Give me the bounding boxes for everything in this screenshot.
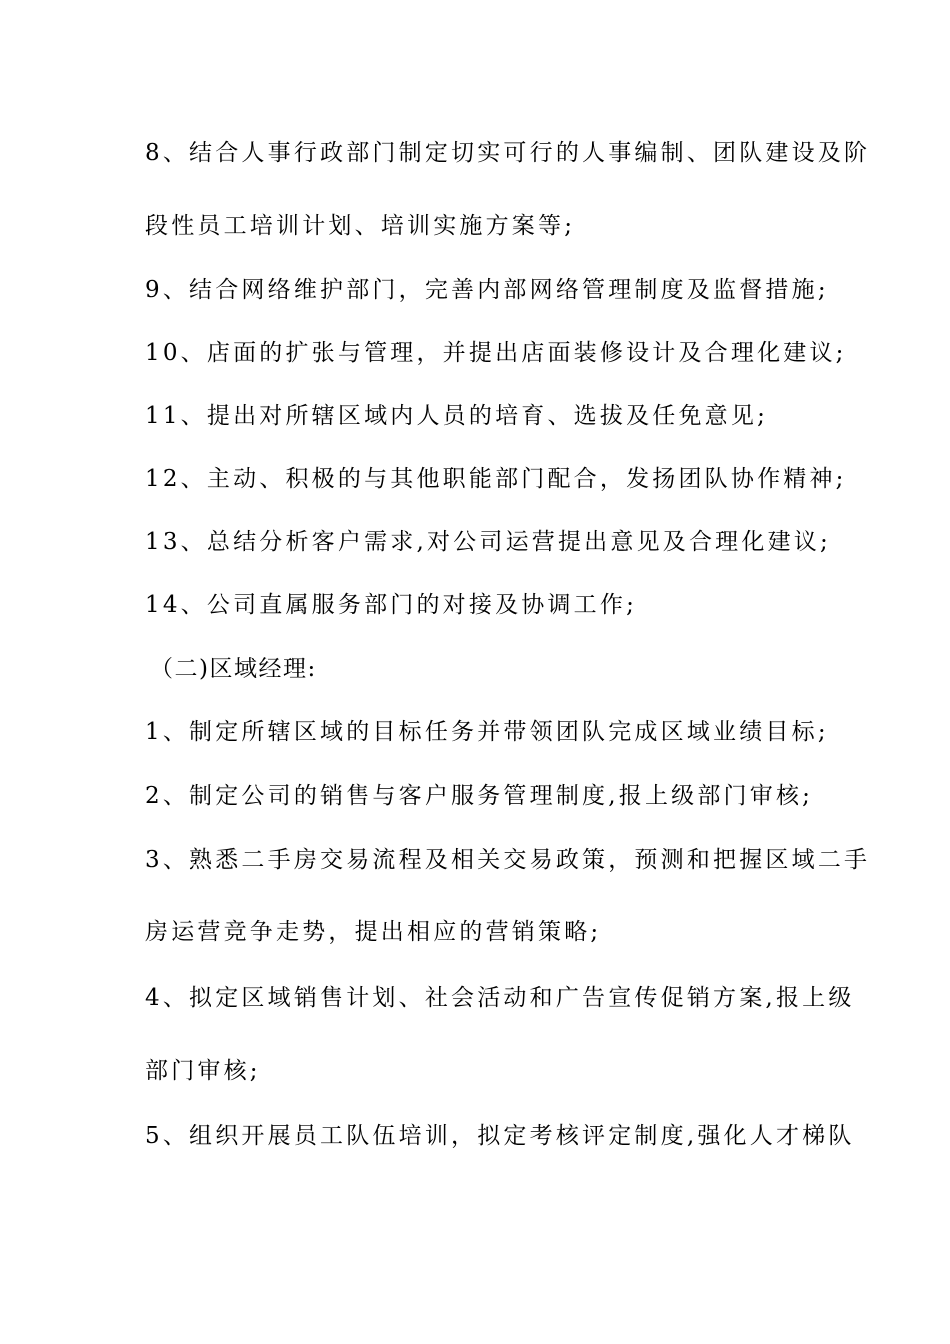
regional-item-4-line-1: 4、拟定区域销售计划、社会活动和广告宣传促销方案,报上级 xyxy=(145,985,855,1011)
regional-item-3-line-2: 房运营竞争走势，提出相应的营销策略; xyxy=(145,919,602,945)
item-11: 11、提出对所辖区域内人员的培育、选拔及任免意见; xyxy=(145,403,769,429)
item-14: 14、公司直属服务部门的对接及协调工作; xyxy=(145,592,638,618)
regional-item-3-line-1: 3、熟悉二手房交易流程及相关交易政策，预测和把握区域二手 xyxy=(145,847,871,873)
item-8-line-1: 8、结合人事行政部门制定切实可行的人事编制、团队建设及阶 xyxy=(145,140,871,166)
item-12: 12、主动、积极的与其他职能部门配合，发扬团队协作精神; xyxy=(145,466,847,492)
item-13: 13、总结分析客户需求,对公司运营提出意见及合理化建议; xyxy=(145,529,831,555)
regional-item-5-line-1: 5、组织开展员工队伍培训，拟定考核评定制度,强化人才梯队 xyxy=(145,1123,855,1149)
regional-item-4-line-2: 部门审核; xyxy=(145,1058,261,1084)
item-9: 9、结合网络维护部门，完善内部网络管理制度及监督措施; xyxy=(145,277,829,303)
item-10: 10、店面的扩张与管理，并提出店面装修设计及合理化建议; xyxy=(145,340,847,366)
regional-item-2: 2、制定公司的销售与客户服务管理制度,报上级部门审核; xyxy=(145,783,814,809)
section-heading-regional-manager: （二)区域经理: xyxy=(150,656,317,682)
item-8-line-2: 段性员工培训计划、培训实施方案等; xyxy=(145,213,576,239)
regional-item-1: 1、制定所辖区域的目标任务并带领团队完成区域业绩目标; xyxy=(145,719,829,745)
